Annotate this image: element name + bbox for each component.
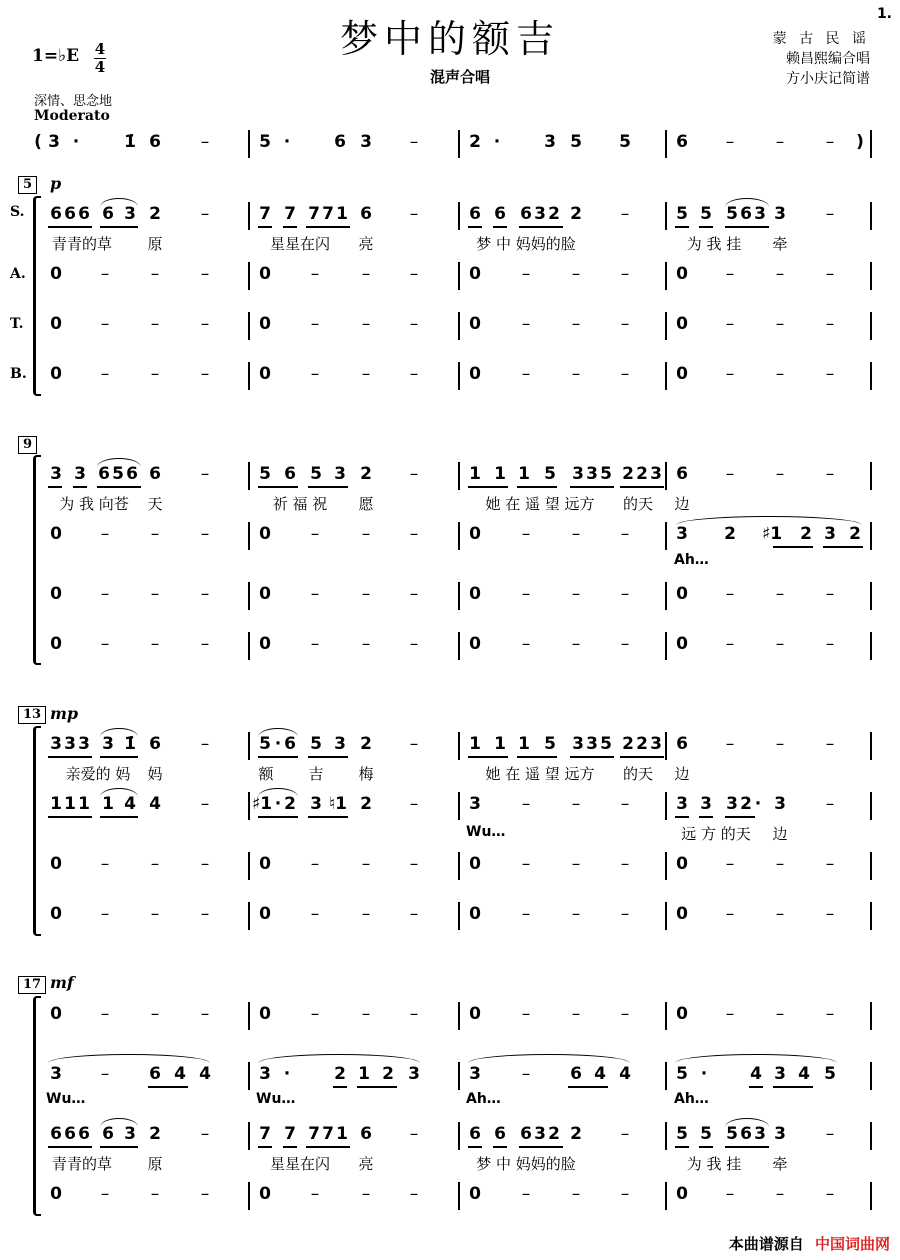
footer-source	[729, 1233, 890, 1254]
measure-number-5: 5	[18, 176, 37, 194]
measure-number-9: 9	[18, 436, 37, 454]
tenor-lyrics: 青青的草 原 星星在闪 亮 梦 中 妈妈的脸 为 我 挂 牵	[51, 1155, 788, 1173]
soprano-staff: 0 – – – 0 – – – 0 – – – 0 – – –	[0, 1002, 900, 1032]
alto-syllable-wu: Wu…	[46, 1091, 86, 1107]
credit-arranger: 赖昌熙编合唱	[786, 51, 870, 67]
credit-transcriber: 方小庆记简谱	[786, 71, 870, 87]
tenor-staff: 0 – – – 0 – – – 0 – – – 0 – – –	[0, 312, 900, 342]
voice-label-b: B.	[10, 366, 27, 382]
alto-lyrics: 远 方 的天 边	[681, 825, 788, 843]
bass-staff: 0 – – – 0 – – – 0 – – – 0 – – –	[0, 362, 900, 392]
tenor-staff: 0 – – – 0 – – – 0 – – – 0 – – –	[0, 852, 900, 882]
footer-site-link[interactable]: 中国词曲网	[814, 1235, 890, 1253]
alto-syllable-wu: Wu…	[256, 1091, 296, 1107]
subtitle: 混声合唱	[429, 68, 490, 86]
alto-syllable-ah: Ah…	[674, 1091, 709, 1107]
soprano-lyrics: 为 我 向苍 天 祈 福 祝 愿 她 在 遥 望 远方 的天 边	[59, 495, 690, 513]
tenor-staff: 0 – – – 0 – – – 0 – – – 0 – – –	[0, 582, 900, 612]
alto-staff: 3 – 6 4 4 3 · 2 1 2 3 3 – 6 4 4 5 · 4 3 4 5	[0, 1062, 900, 1092]
alto-staff: 0 – – – 0 – – – 0 – – – 0 – – –	[0, 262, 900, 292]
dynamic-mp: mp	[50, 704, 79, 723]
soprano-lyrics: 亲爱的 妈 妈 额 吉 梅 她 在 遥 望 远方 的天 边	[65, 765, 690, 783]
voice-label-t: T.	[10, 316, 24, 332]
bass-staff: 0 – – – 0 – – – 0 – – – 0 – – –	[0, 1182, 900, 1212]
measure-number-13: 13	[18, 706, 46, 724]
time-bottom: 4	[94, 58, 106, 76]
soprano-staff: 3 3 6 5 6 6 – 5 6 5 3 2 – 1 1 1 5 3 3 5 2 2 3 6 – – –	[0, 462, 900, 492]
time-top: 4	[94, 40, 106, 58]
expression-mark: 深情、思念地	[34, 94, 113, 109]
soprano-staff: 6 6 6 6 3 2 – 7 7 7 7 1 6 – 6 6 6 3 2 2 – 5 5 5 6 3 3 –	[0, 202, 900, 232]
soprano-lyrics: 青青的草 原 星星在闪 亮 梦 中 妈妈的脸 为 我 挂 牵	[51, 235, 788, 253]
tempo-mark: Moderato	[34, 108, 110, 124]
measure-number-17: 17	[18, 976, 46, 994]
soprano-staff: 3 3 3 3 1̇ 6 – 5 · 6 5 3 2 – 1 1 1 5 3 3 5 2 2 3 6 – – –	[0, 732, 900, 762]
tenor-staff: 6 6 6 6 3 2 – 7 7 7 7 1 6 – 6 6 6 3 2 2 – 5 5 5 6 3 3 –	[0, 1122, 900, 1152]
time-signature	[94, 42, 106, 75]
key-signature: 1=♭E	[32, 46, 80, 66]
alto-staff: 1 1 1 1 4 4 – ♯1 · 2 3 ♮1 2 – 3 – – – 3 3 3 2 · 3 –	[0, 792, 900, 822]
bass-staff: 0 – – – 0 – – – 0 – – – 0 – – –	[0, 902, 900, 932]
intro-staff: ( 3 · 1̇ 6 – 5 · 6 3 – 2 · 3 5 5 6 – – – )	[0, 130, 900, 160]
voice-label-s: S.	[10, 204, 25, 220]
dynamic-mf: mf	[50, 973, 74, 992]
footer-source-text: 本曲谱源自	[728, 1235, 804, 1253]
alto-syllable-ah: Ah…	[466, 1091, 501, 1107]
alto-staff: 0 – – – 0 – – – 0 – – – 3 2 ♯1 2 3 2	[0, 522, 900, 552]
dynamic-p: p	[50, 174, 62, 193]
alto-syllable-wu: Wu…	[466, 824, 506, 840]
voice-label-a: A.	[10, 266, 26, 282]
credit-origin: 蒙 古 民 谣	[772, 31, 870, 47]
page-number: 1.	[876, 6, 892, 22]
page-title: 梦中的额吉	[339, 17, 560, 61]
alto-syllable-ah: Ah…	[674, 552, 709, 568]
bass-staff: 0 – – – 0 – – – 0 – – – 0 – – –	[0, 632, 900, 662]
